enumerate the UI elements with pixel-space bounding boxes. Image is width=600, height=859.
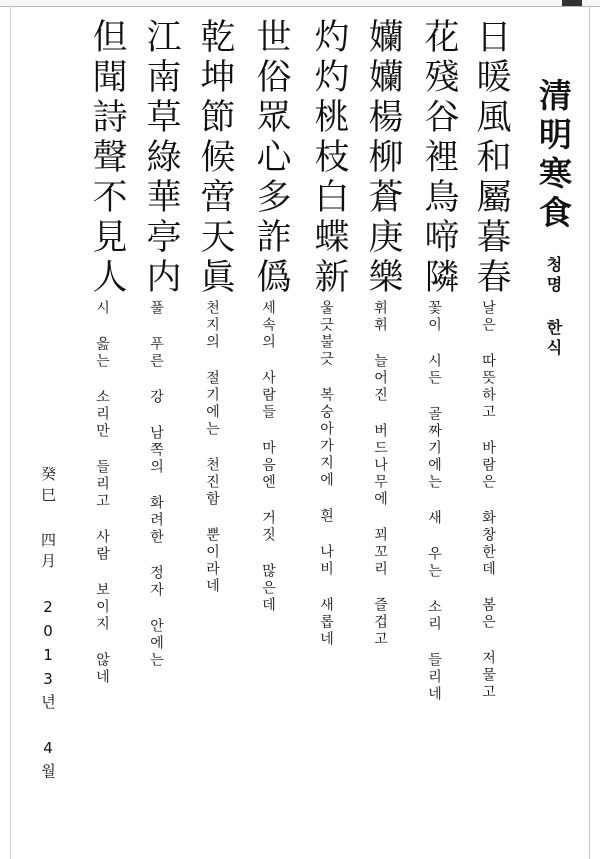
scan-edge-top <box>0 0 600 7</box>
translation-line-7: 풀 푸른 강 남쪽의 화려한 정자 안에는 <box>148 300 164 669</box>
poem-title: 清明寒食 <box>534 78 573 234</box>
date-inscription: 癸巳 四月 2013년 4월 <box>39 466 57 784</box>
translation-line-2: 꽃이 시든 골짜기에는 새 우는 소리 들리네 <box>426 300 442 703</box>
translation-line-4: 울긋불긋 복숭아가지에 흰 나비 새롭네 <box>318 300 334 648</box>
poem-line-7: 江南草綠華亭内 <box>141 18 181 298</box>
translation-line-5: 세속의 사람들 마음엔 거짓 많은데 <box>260 300 276 614</box>
scan-edge-right <box>589 6 590 859</box>
translation-line-1: 날은 따뜻하고 바람은 화창한데 봄은 저물고 <box>480 300 496 701</box>
translation-line-6: 천지의 절기에는 천진함 뿐이라네 <box>204 300 220 595</box>
scan-corner-mark <box>562 0 582 6</box>
poem-frame <box>18 18 582 853</box>
scan-edge-left <box>10 6 11 859</box>
poem-line-1: 日暖風和屬暮春 <box>471 18 511 298</box>
poem-title-korean: 청명 한식 <box>544 256 563 359</box>
poem-line-3: 孏孏楊柳蒼庚樂 <box>363 18 403 298</box>
translation-line-8: 시 읊는 소리만 들리고 사람 보이지 않네 <box>94 300 110 686</box>
poem-line-8: 但聞詩聲不見人 <box>87 18 127 298</box>
poem-line-6: 乾坤節候啻天眞 <box>195 18 235 298</box>
poem-line-4: 灼灼桃枝白蝶新 <box>309 18 349 298</box>
poem-line-2: 花殘谷裡鳥啼隣 <box>419 18 459 298</box>
translation-line-3: 휘휘 늘어진 버드나무에 꾀꼬리 즐겁고 <box>372 300 388 648</box>
poem-line-5: 世俗眾心多詐僞 <box>251 18 291 298</box>
